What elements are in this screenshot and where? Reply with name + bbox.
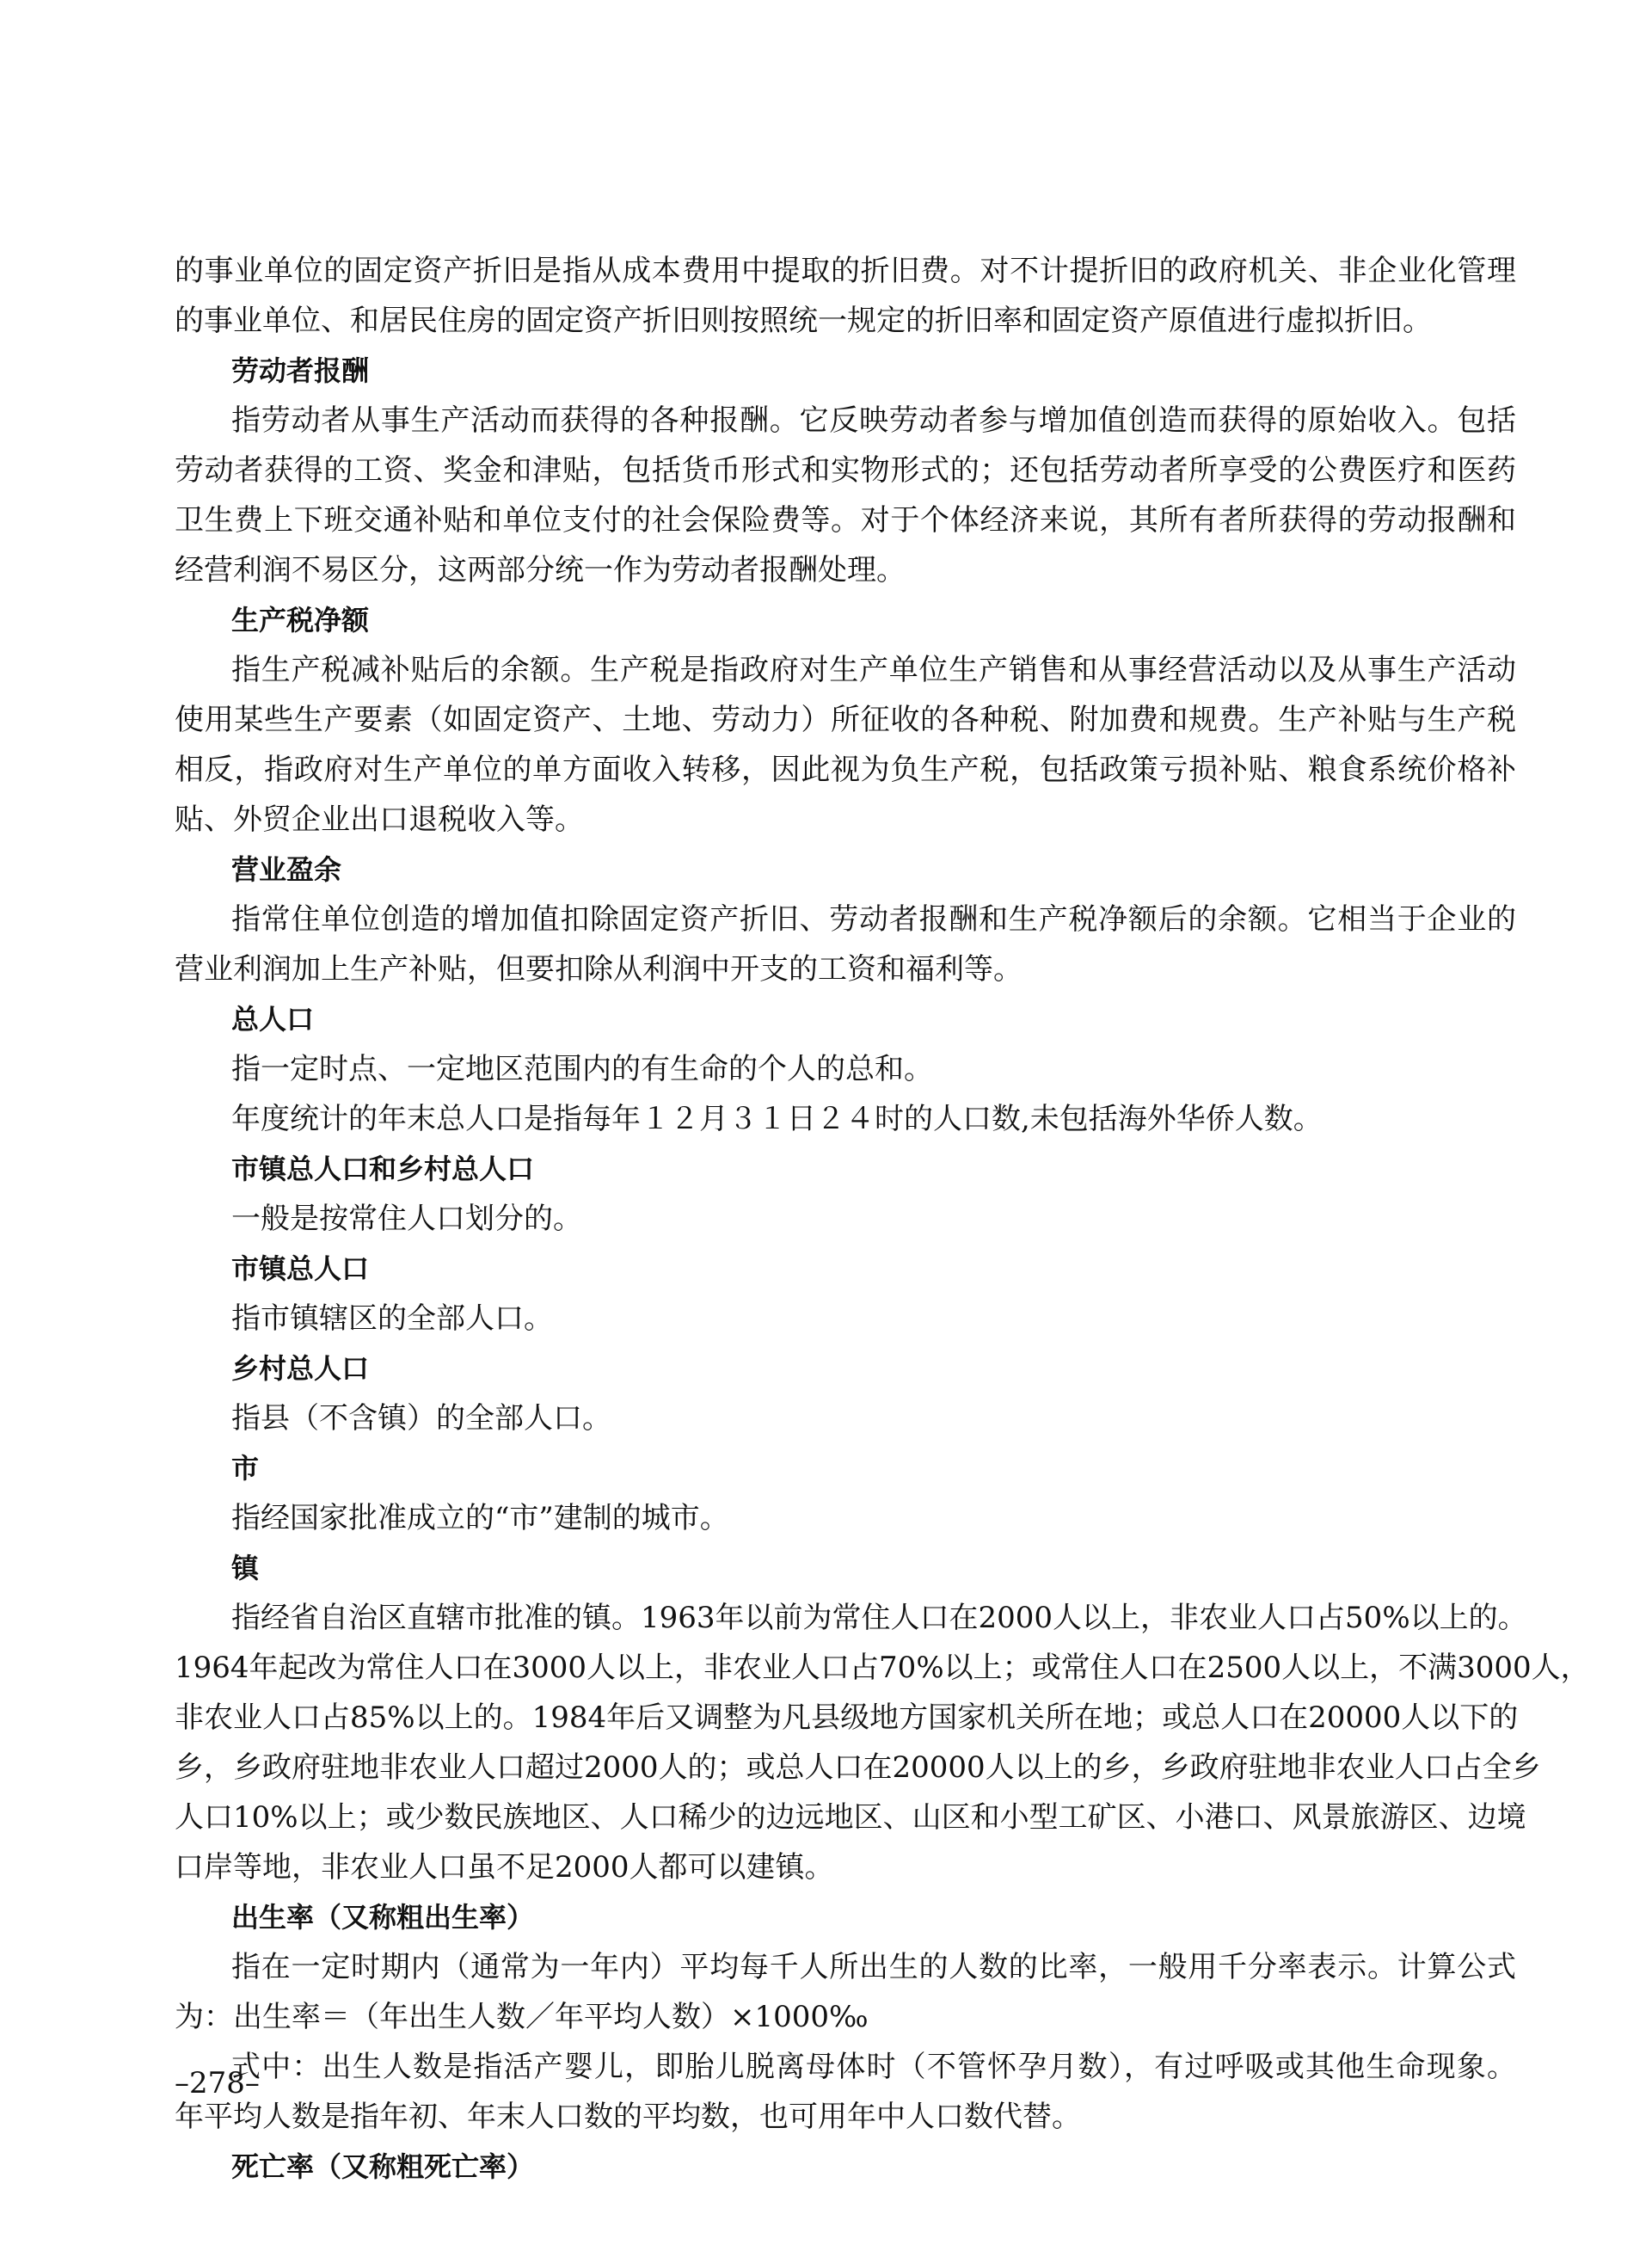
paragraph-line: 经营利润不易区分，这两部分统一作为劳动者报酬处理。 — [175, 553, 906, 587]
paragraph-line: 为：出生率＝（年出生人数／年平均人数）×1000‰ — [175, 2000, 869, 2034]
section-heading: 市镇总人口 — [231, 1252, 370, 1285]
paragraph-line: 的事业单位的固定资产折旧是指从成本费用中提取的折旧费。对不计提折旧的政府机关、非企业化管理 — [175, 254, 1516, 288]
section-heading: 生产税净额 — [231, 604, 370, 637]
paragraph-line: 指生产税减补贴后的余额。生产税是指政府对生产单位生产销售和从事经营活动以及从事生产活动 — [231, 653, 1516, 687]
paragraph-line: 贴、外贸企业出口退税收入等。 — [175, 803, 584, 837]
paragraph-line: 劳动者获得的工资、奖金和津贴，包括货币形式和实物形式的；还包括劳动者所享受的公费医疗和医药 — [175, 453, 1516, 488]
section-heading: 劳动者报酬 — [231, 354, 370, 387]
paragraph-line: 人口10%以上；或少数民族地区、人口稀少的边远地区、山区和小型工矿区、小港口、风景旅游区、边境 — [175, 1800, 1526, 1835]
paragraph-line: 式中：出生人数是指活产婴儿，即胎儿脱离母体时（不管怀孕月数），有过呼吸或其他生命现象。 — [231, 2050, 1516, 2084]
paragraph-line: 乡，乡政府驻地非农业人口超过2000人的；或总人口在20000人以上的乡，乡政府驻地非农业人口占全乡 — [175, 1750, 1541, 1785]
paragraph-line: 指劳动者从事生产活动而获得的各种报酬。它反映劳动者参与增加值创造而获得的原始收入。包括 — [231, 403, 1516, 438]
section-heading: 出生率（又称粗出生率） — [231, 1901, 535, 1934]
paragraph-line: 年度统计的年末总人口是指每年１２月３１日２４时的人口数,未包括海外华侨人数。 — [231, 1102, 1323, 1136]
paragraph-line: 指在一定时期内（通常为一年内）平均每千人所出生的人数的比率，一般用千分率表示。计算公式 — [231, 1950, 1516, 1984]
section-heading: 死亡率（又称粗死亡率） — [231, 2150, 535, 2183]
paragraph-line: 的事业单位、和居民住房的固定资产折旧则按照统一规定的折旧率和固定资产原值进行虚拟折旧。 — [175, 304, 1432, 338]
page-number: –278– — [175, 2066, 260, 2100]
paragraph-line: 指县（不含镇）的全部人口。 — [231, 1401, 611, 1436]
section-heading: 市 — [231, 1452, 260, 1485]
paragraph-line: 1964年起改为常住人口在3000人以上，非农业人口占70%以上；或常住人口在2500人以上，不满3000人， — [175, 1651, 1590, 1685]
section-heading: 乡村总人口 — [231, 1352, 370, 1385]
paragraph-line: 指市镇辖区的全部人口。 — [231, 1301, 553, 1336]
paragraph-line: 年平均人数是指年初、年末人口数的平均数，也可用年中人口数代替。 — [175, 2100, 1081, 2134]
document-body — [175, 246, 1590, 2192]
section-heading: 市镇总人口和乡村总人口 — [231, 1153, 535, 1185]
paragraph-line: 指一定时点、一定地区范围内的有生命的个人的总和。 — [231, 1052, 933, 1086]
paragraph-line: 非农业人口占85%以上的。1984年后又调整为凡县级地方国家机关所在地；或总人口在20000人以下的 — [175, 1700, 1519, 1735]
paragraph-line: 使用某些生产要素（如固定资产、土地、劳动力）所征收的各种税、附加费和规费。生产补贴与生产税 — [175, 703, 1516, 737]
paragraph-line: 相反，指政府对生产单位的单方面收入转移，因此视为负生产税，包括政策亏损补贴、粮食系统价格补 — [175, 753, 1516, 787]
section-heading: 总人口 — [231, 1003, 315, 1036]
paragraph-line: 卫生费上下班交通补贴和单位支付的社会保险费等。对于个体经济来说，其所有者所获得的劳动报酬和 — [175, 503, 1516, 538]
section-heading: 营业盈余 — [231, 853, 342, 886]
paragraph-line: 指常住单位创造的增加值扣除固定资产折旧、劳动者报酬和生产税净额后的余额。它相当于企业的 — [231, 902, 1516, 937]
paragraph-line: 一般是按常住人口划分的。 — [231, 1202, 582, 1236]
section-heading: 镇 — [231, 1552, 260, 1584]
paragraph-line: 营业利润加上生产补贴，但要扣除从利润中开支的工资和福利等。 — [175, 952, 1023, 987]
paragraph-line: 指经国家批准成立的“市”建制的城市。 — [231, 1501, 729, 1535]
paragraph-line: 口岸等地，非农业人口虽不足2000人都可以建镇。 — [175, 1850, 834, 1885]
paragraph-line: 指经省自治区直辖市批准的镇。1963年以前为常住人口在2000人以上，非农业人口占50%以上的。 — [231, 1601, 1527, 1635]
